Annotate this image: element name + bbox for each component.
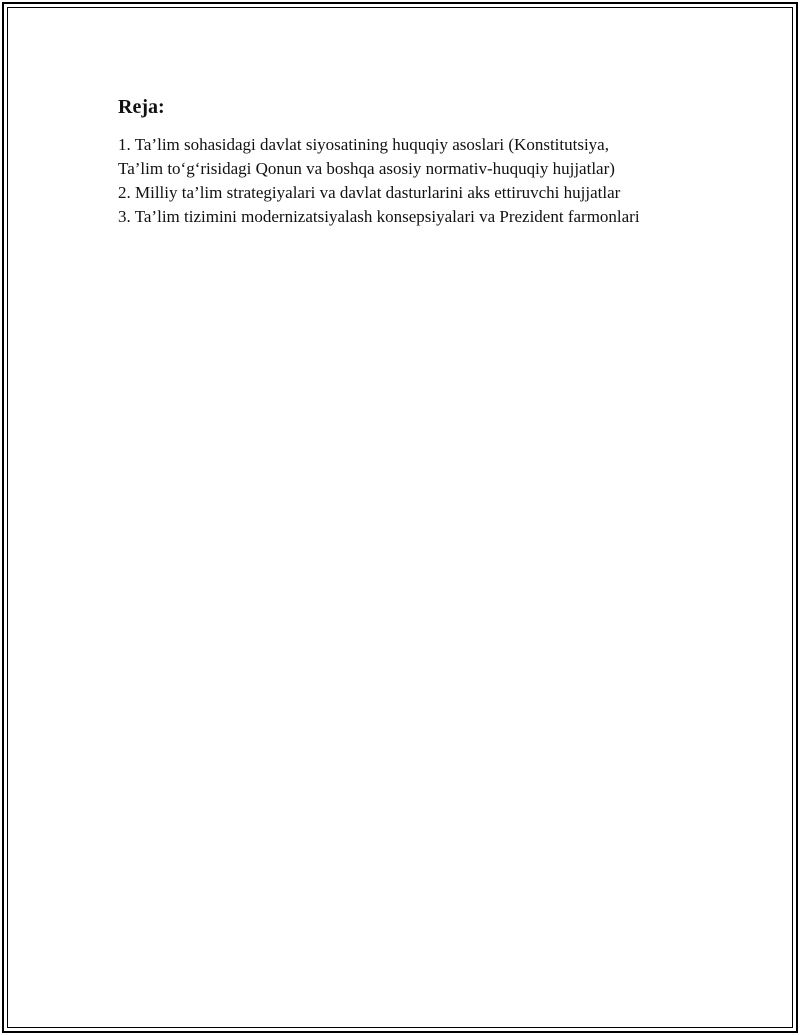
plan-item-3: 3. Ta’lim tizimini modernizatsiyalash konsepsiyalari va Prezident farmonlari <box>118 207 640 226</box>
page-content <box>118 94 738 229</box>
plan-item-1-line-1: 1. Ta’lim sohasidagi davlat siyosatining huquqiy asoslari (Konstitutsiya, <box>118 135 609 154</box>
plan-heading: Reja: <box>118 96 165 118</box>
plan-item-1-line-2: Ta’lim to‘g‘risidagi Qonun va boshqa asosiy normativ-huquqiy hujjatlar) <box>118 159 615 178</box>
plan-list <box>118 133 738 229</box>
plan-item-2: 2. Milliy ta’lim strategiyalari va davlat dasturlarini aks ettiruvchi hujjatlar <box>118 183 621 202</box>
